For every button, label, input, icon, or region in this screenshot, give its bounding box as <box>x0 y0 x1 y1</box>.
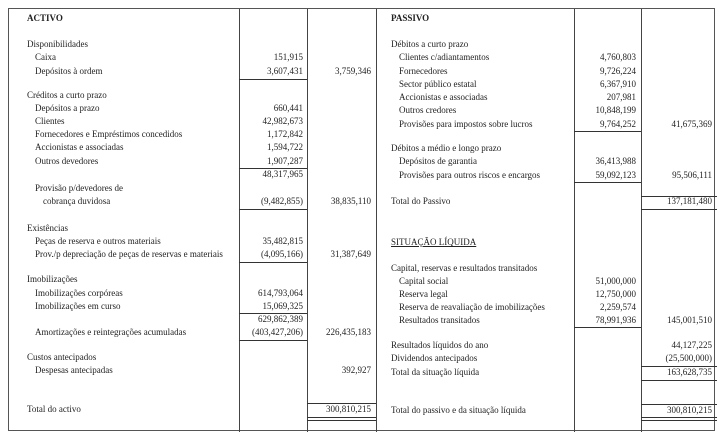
passivo-row-20-label: Total do passivo e da situação líquida <box>391 405 526 415</box>
passivo-row-1-value: 4,760,803 <box>600 52 636 62</box>
activo-row-10-label: Provisão p/devedores de <box>35 183 123 193</box>
activo-row-19-label: Amortizações e reintegrações acumuladas <box>35 327 187 337</box>
rule-line <box>574 182 641 183</box>
passivo-row-18-label: Dividendos antecipados <box>391 353 478 363</box>
passivo-row-11-label: SITUAÇÃO LÍQUIDA <box>391 237 477 247</box>
rule-line <box>307 420 376 421</box>
passivo-row-14-value: 12,750,000 <box>595 289 636 299</box>
activo-row-18-value: 629,862,389 <box>258 314 303 324</box>
activo-row-12-label: Existências <box>27 223 68 233</box>
activo-row-8-value: 1,907,287 <box>267 156 303 166</box>
passivo-row-19-label: Total da situação líquida <box>391 367 480 377</box>
activo-row-11-label: cobrança duvidosa <box>43 196 111 206</box>
passivo-row-0-label: Débitos a curto prazo <box>391 39 469 49</box>
passivo-row-5-value: 10,848,199 <box>595 105 636 115</box>
activo-row-21-label: Despesas antecipadas <box>35 365 113 375</box>
column-divider <box>376 9 377 432</box>
rule-line <box>574 131 641 132</box>
activo-row-7-value: 1,594,722 <box>267 142 303 152</box>
passivo-row-15-value: 2,259,574 <box>600 302 636 312</box>
activo-row-14-label: Prov./p depreciação de peças de reservas e materiais <box>35 249 223 259</box>
activo-row-11-value: (9,482,855) <box>261 196 303 206</box>
rule-line <box>239 209 307 210</box>
activo-row-17-value: 15,069,325 <box>262 301 303 311</box>
activo-row-1-value: 151,915 <box>273 52 303 62</box>
passivo-row-13-value: 51,000,000 <box>595 276 636 286</box>
activo-row-6-label: Fornecedores e Empréstimos concedidos <box>35 129 183 139</box>
passivo-row-20-total: 300,810,215 <box>667 405 712 415</box>
passivo-row-15-label: Reserva de reavaliação de imobilizações <box>399 302 545 312</box>
activo-row-16-label: Imobilizações corpóreas <box>35 288 123 298</box>
activo-row-2-label: Depósitos à ordem <box>35 66 103 76</box>
activo-row-19-total: 226,435,183 <box>326 327 371 337</box>
rule-line <box>574 327 641 328</box>
rule-line <box>239 340 307 341</box>
passivo-heading: PASSIVO <box>391 13 430 23</box>
passivo-row-3-label: Sector público estatal <box>399 79 477 89</box>
rule-line <box>239 262 307 263</box>
activo-row-5-value: 42,982,673 <box>262 116 303 126</box>
column-divider <box>641 9 642 432</box>
passivo-row-6-total: 41,675,369 <box>671 119 712 129</box>
passivo-row-5-label: Outros credores <box>399 105 457 115</box>
activo-row-5-label: Clientes <box>35 116 65 126</box>
activo-row-17-label: Imobilizações em curso <box>35 301 121 311</box>
activo-row-1-label: Caixa <box>35 52 56 62</box>
passivo-row-19-total: 163,628,735 <box>667 367 712 377</box>
passivo-row-17-label: Resultados líquidos do ano <box>391 340 489 350</box>
activo-row-22-total: 300,810,215 <box>326 404 371 414</box>
passivo-row-8-value: 36,413,988 <box>595 156 636 166</box>
activo-row-15-label: Imobilizações <box>27 274 78 284</box>
passivo-row-14-label: Reserva legal <box>399 289 448 299</box>
activo-row-7-label: Accionistas e associadas <box>35 142 124 152</box>
passivo-row-1-label: Clientes c/adiantamentos <box>399 52 490 62</box>
activo-row-14-value: (4,095,166) <box>261 249 303 259</box>
activo-row-19-value: (403,427,206) <box>252 327 303 337</box>
activo-row-14-total: 31,387,649 <box>330 249 371 259</box>
rule-line <box>641 380 717 381</box>
activo-row-11-total: 38,835,110 <box>330 196 371 206</box>
passivo-row-13-label: Capital social <box>399 276 449 286</box>
activo-row-4-label: Depósitos a prazo <box>35 103 100 113</box>
passivo-row-9-value: 59,092,123 <box>595 170 636 180</box>
passivo-row-18-total: (25,500,000) <box>665 353 712 363</box>
passivo-row-8-label: Depósitos de garantia <box>399 156 477 166</box>
activo-row-20-label: Custos antecipados <box>27 352 97 362</box>
passivo-row-16-value: 78,991,936 <box>595 315 636 325</box>
rule-line <box>641 417 717 418</box>
activo-heading: ACTIVO <box>27 13 63 23</box>
passivo-row-2-value: 9,726,224 <box>600 66 636 76</box>
passivo-row-2-label: Fornecedores <box>399 66 448 76</box>
passivo-row-10-total: 137,181,480 <box>667 196 712 206</box>
passivo-row-7-label: Débitos a médio e longo prazo <box>391 143 502 153</box>
passivo-row-12-label: Capital, reservas e resultados transitados <box>391 263 538 273</box>
passivo-row-10-label: Total do Passivo <box>391 196 451 206</box>
rule-line <box>239 79 307 80</box>
activo-row-2-value: 3,607,431 <box>267 66 303 76</box>
activo-row-8-label: Outros devedores <box>35 156 99 166</box>
rule-line <box>641 209 717 210</box>
activo-row-4-value: 660,441 <box>273 103 303 113</box>
rule-line <box>641 420 717 421</box>
activo-row-13-label: Peças de reserva e outros materiais <box>35 236 161 246</box>
passivo-row-3-value: 6,367,910 <box>600 79 636 89</box>
passivo-row-17-total: 44,127,225 <box>671 340 712 350</box>
activo-row-13-value: 35,482,815 <box>262 236 303 246</box>
activo-row-6-value: 1,172,842 <box>267 129 303 139</box>
activo-row-0-label: Disponibilidades <box>27 39 88 49</box>
passivo-row-4-label: Accionistas e associadas <box>399 92 488 102</box>
activo-row-9-value: 48,317,965 <box>262 169 303 179</box>
passivo-row-16-label: Resultados transitados <box>399 315 480 325</box>
passivo-row-9-total: 95,506,111 <box>672 170 712 180</box>
passivo-row-9-label: Provisões para outros riscos e encargos <box>399 170 541 180</box>
activo-row-16-value: 614,793,064 <box>258 288 303 298</box>
rule-line <box>307 417 376 418</box>
passivo-row-6-value: 9,764,252 <box>600 119 636 129</box>
passivo-row-4-value: 207,981 <box>606 92 636 102</box>
passivo-row-6-label: Provisões para impostos sobre lucros <box>399 119 533 129</box>
balance-sheet <box>8 8 715 431</box>
activo-row-3-label: Créditos a curto prazo <box>27 90 107 100</box>
activo-row-2-total: 3,759,346 <box>335 66 371 76</box>
passivo-row-16-total: 145,001,510 <box>667 315 712 325</box>
activo-row-21-total: 392,927 <box>341 365 371 375</box>
activo-row-22-label: Total do activo <box>27 404 81 414</box>
